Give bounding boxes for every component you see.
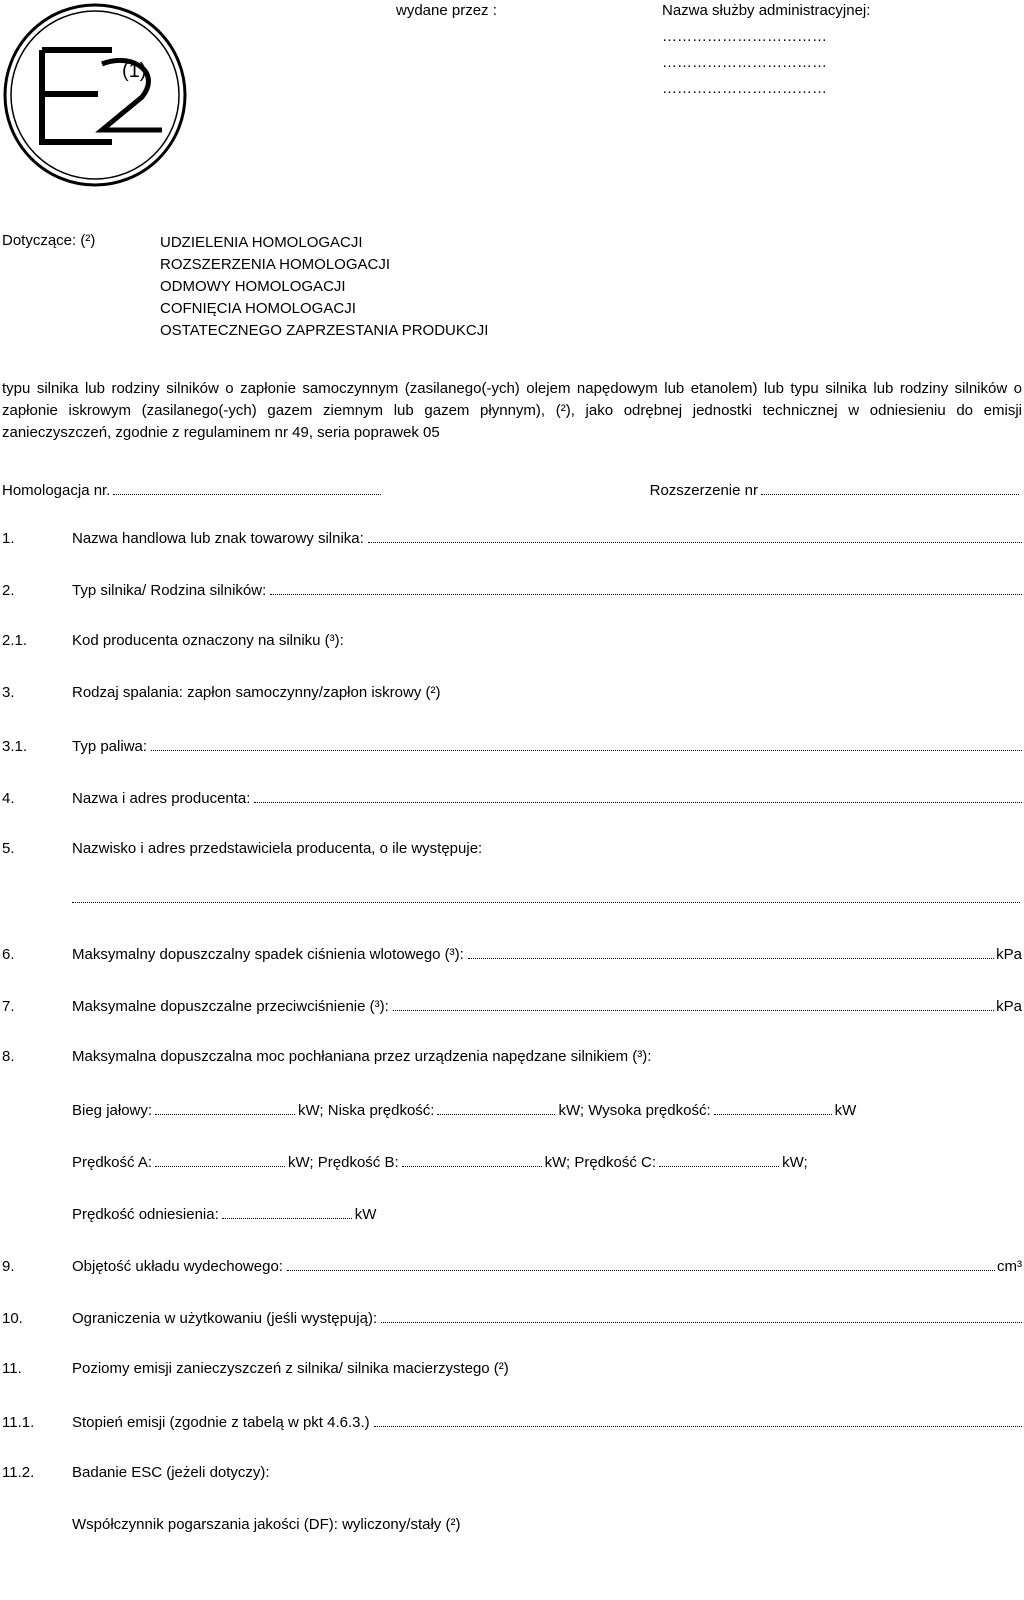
item-3-1-row bbox=[2, 736, 1022, 758]
concerning-item-withdrawal: COFNIĘCIA HOMOLOGACJI bbox=[160, 300, 356, 317]
item-3-row bbox=[2, 684, 1022, 706]
deterioration-factor-row bbox=[72, 1516, 460, 1533]
item-number: 7. bbox=[2, 998, 15, 1015]
extension-number-field bbox=[761, 480, 1019, 495]
description-paragraph: typu silnika lub rodziny silników o zapłonie samoczynnym (zasilanego(-ych) olejem napędowym lub etanolem) lub typu silnika lub rodziny silników o zapłonie iskrowym (zasilanego(-ych) gazem ziemnym lub gazem płynnym), (²), jako odrębnej jednostki technicznej w odniesieniu do emisji zanieczyszczeń, zgodnie z regulaminem nr 49, seria poprawek 05 bbox=[2, 380, 1022, 441]
engine-type-field bbox=[270, 580, 1022, 595]
emission-stage-field bbox=[374, 1412, 1022, 1427]
representative-label: Nazwisko i adres przedstawiciela producenta, o ile występuje: bbox=[72, 840, 483, 857]
back-pressure-field bbox=[393, 996, 994, 1011]
manufacturer-code-label: Kod producenta oznaczony na silniku (³): bbox=[72, 632, 344, 649]
fuel-type-label: Typ paliwa: bbox=[72, 738, 148, 755]
unit-kpa: kPa bbox=[996, 946, 1022, 963]
concerning-item-refusal: ODMOWY HOMOLOGACJI bbox=[160, 278, 346, 295]
item-11-2-row bbox=[2, 1464, 1022, 1486]
low-speed-label: kW; Niska prędkość: bbox=[298, 1102, 435, 1119]
high-speed-field bbox=[714, 1100, 832, 1115]
unit-kw: kW; bbox=[782, 1154, 808, 1171]
item-7-row bbox=[2, 996, 1022, 1018]
power-speeds-row-2 bbox=[72, 1152, 808, 1171]
extension-number-label: Rozszerzenie nr bbox=[649, 482, 758, 499]
item-number: 2. bbox=[2, 582, 15, 599]
high-speed-label: kW; Wysoka prędkość: bbox=[558, 1102, 711, 1119]
item-number: 11. bbox=[2, 1360, 22, 1377]
speed-a-label: Prędkość A: bbox=[72, 1154, 153, 1171]
exhaust-volume-field bbox=[287, 1256, 995, 1271]
fuel-type-field bbox=[151, 736, 1022, 751]
item-5-row bbox=[2, 840, 1022, 862]
intake-depression-label: Maksymalny dopuszczalny spadek ciśnienia wlotowego (³): bbox=[72, 946, 464, 963]
intake-depression-field bbox=[468, 944, 994, 959]
item-number: 3.1. bbox=[2, 738, 28, 755]
speed-c-field bbox=[659, 1152, 779, 1167]
item-number: 3. bbox=[2, 684, 15, 701]
reference-speed-field bbox=[222, 1204, 352, 1219]
concerning-item-discontinued: OSTATECZNEGO ZAPRZESTANIA PRODUKCJI bbox=[160, 322, 489, 339]
emission-stage-label: Stopień emisji (zgodnie z tabelą w pkt 4.6.3.) bbox=[72, 1414, 370, 1431]
idle-label: Bieg jałowy: bbox=[72, 1102, 153, 1119]
manufacturer-address-field bbox=[254, 788, 1022, 803]
item-4-row bbox=[2, 788, 1022, 810]
approval-row bbox=[2, 480, 1022, 499]
item-8-row bbox=[2, 1048, 1022, 1070]
issued-by-label: wydane przez : bbox=[396, 2, 497, 19]
item-10-row bbox=[2, 1308, 1022, 1330]
esc-test-label: Badanie ESC (jeżeli dotyczy): bbox=[72, 1464, 270, 1481]
restrictions-field bbox=[381, 1308, 1022, 1323]
item-2-1-row bbox=[2, 632, 1022, 654]
low-speed-field bbox=[437, 1100, 555, 1115]
unit-cm3: cm³ bbox=[997, 1258, 1022, 1275]
item-11-row bbox=[2, 1360, 1022, 1382]
reference-speed-label: Prędkość odniesienia: bbox=[72, 1206, 219, 1223]
item-number: 10. bbox=[2, 1310, 23, 1327]
combustion-type-label: Rodzaj spalania: zapłon samoczynny/zapłon iskrowy (²) bbox=[72, 684, 441, 701]
speed-c-label: kW; Prędkość C: bbox=[544, 1154, 657, 1171]
unit-kpa: kPa bbox=[996, 998, 1022, 1015]
item-9-row bbox=[2, 1256, 1022, 1278]
idle-field bbox=[155, 1100, 295, 1115]
power-speeds-row-3 bbox=[72, 1204, 376, 1223]
item-number: 11.1. bbox=[2, 1414, 35, 1431]
concerning-item-grant: UDZIELENIA HOMOLOGACJI bbox=[160, 234, 363, 251]
manufacturer-address-label: Nazwa i adres producenta: bbox=[72, 790, 251, 807]
item-6-row bbox=[2, 944, 1022, 966]
trade-name-field bbox=[368, 528, 1022, 543]
emission-levels-label: Poziomy emisji zanieczyszczeń z silnika/ silnika macierzystego (²) bbox=[72, 1360, 509, 1377]
unit-kw: kW bbox=[354, 1206, 377, 1223]
item-number: 5. bbox=[2, 840, 15, 857]
service-dots-3: …………………………… bbox=[662, 80, 827, 97]
item-number: 1. bbox=[2, 530, 15, 547]
exhaust-volume-label: Objętość układu wydechowego: bbox=[72, 1258, 283, 1275]
representative-field bbox=[72, 902, 1020, 903]
deterioration-factor-label: Współczynnik pogarszania jakości (DF): wyliczony/stały (²) bbox=[72, 1516, 461, 1533]
concerning-item-extension: ROZSZERZENIA HOMOLOGACJI bbox=[160, 256, 391, 273]
concerning-label: Dotyczące: (²) bbox=[2, 232, 96, 249]
item-number: 9. bbox=[2, 1258, 15, 1275]
item-number: 8. bbox=[2, 1048, 15, 1065]
approval-mark-logo bbox=[2, 2, 188, 188]
service-dots-2: …………………………… bbox=[662, 54, 827, 71]
item-number: 11.2. bbox=[2, 1464, 35, 1481]
item-2-row bbox=[2, 580, 1022, 602]
absorbed-power-label: Maksymalna dopuszczalna moc pochłaniana przez urządzenia napędzane silnikiem (³): bbox=[72, 1048, 652, 1065]
engine-type-label: Typ silnika/ Rodzina silników: bbox=[72, 582, 267, 599]
service-name-label: Nazwa służby administracyjnej: bbox=[662, 2, 871, 19]
speed-b-field bbox=[402, 1152, 542, 1167]
unit-kw: kW bbox=[834, 1102, 857, 1119]
item-11-1-row bbox=[2, 1412, 1022, 1434]
item-number: 4. bbox=[2, 790, 15, 807]
service-dots-1: …………………………… bbox=[662, 28, 827, 45]
item-number: 6. bbox=[2, 946, 15, 963]
speed-b-label: kW; Prędkość B: bbox=[288, 1154, 399, 1171]
speed-a-field bbox=[155, 1152, 285, 1167]
power-speeds-row-1 bbox=[72, 1100, 856, 1119]
logo-note: (1) bbox=[122, 60, 147, 82]
approval-number-field bbox=[113, 480, 381, 495]
trade-name-label: Nazwa handlowa lub znak towarowy silnika: bbox=[72, 530, 364, 547]
approval-number-label: Homologacja nr. bbox=[2, 482, 111, 499]
concerning-list bbox=[160, 232, 488, 342]
restrictions-label: Ograniczenia w użytkowaniu (jeśli występują): bbox=[72, 1310, 378, 1327]
back-pressure-label: Maksymalne dopuszczalne przeciwciśnienie (³): bbox=[72, 998, 389, 1015]
item-1-row bbox=[2, 528, 1022, 550]
item-number: 2.1. bbox=[2, 632, 28, 649]
